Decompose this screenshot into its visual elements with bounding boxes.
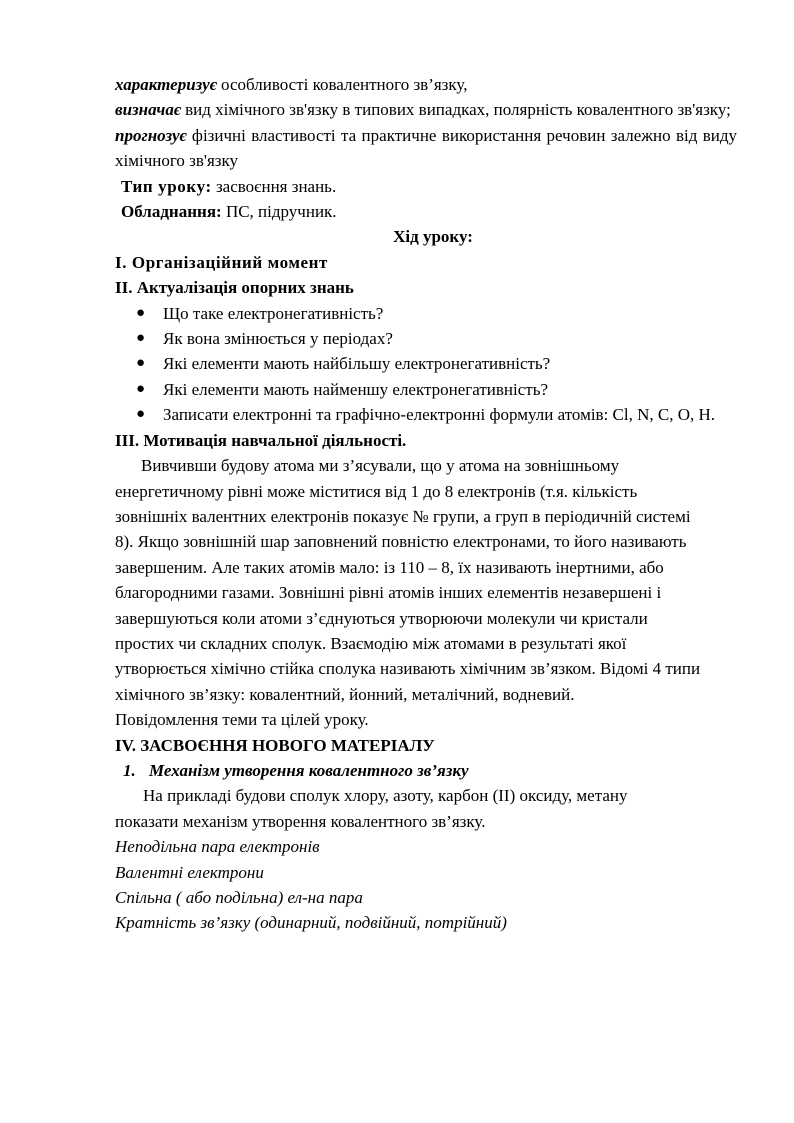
lesson-type-value: засвоєння знань. [211,176,337,196]
objective-1 [115,72,737,97]
objective-text: вид хімічного зв'язку в типових випадках, полярність ковалентного зв'язку; [180,100,731,120]
section-4-body: На прикладі будови сполук хлору, азоту, карбон (ІІ) оксиду, метану показати механізм утворення ковалентного зв’язку. [115,786,628,831]
subsection-title [115,758,737,783]
term-1: Неподільна пара електронів [115,837,320,857]
announcement: Повідомлення теми та цілей уроку. [115,710,369,730]
lesson-type-label: Тип уроку: [121,176,212,196]
bullet-icon: ● [136,304,146,321]
course-title: Хід уроку: [393,227,473,247]
lesson-type [115,174,737,199]
objective-text: фізичні властивості та практичне використання речовин залежно від виду хімічного зв'язку [115,125,737,171]
subsection-text: Механізм утворення ковалентного зв’язку [149,760,469,780]
lesson-page [115,72,737,936]
objective-keyword: визначає [115,100,181,120]
question-list [115,301,737,428]
bullet-icon: ● [136,406,146,423]
objective-text: особливості ковалентного зв’язку, [216,75,468,94]
term-2: Валентні електрони [115,862,264,882]
term-4: Кратність зв’язку (одинарний, подвійний, потрійний) [115,913,507,933]
term-3: Спільна ( або подільна) ел-на пара [115,888,363,907]
section-3-body: Вивчивши будову атома ми з’ясували, що у атома на зовнішньому енергетичному рівні може міститися від 1 до 8 електронів (т.я. кількість зовнішніх валентних електронів показує № групи, а груп в періодичній системі 8). Якщо зовнішній шар заповнений повністю електронами, то його називають завершеним. Але таких атомів мало: із 110 – 8, їх називають інертними, або благородними газами. Зовнішні рівні атомів інших елементів незавершені і завершуються коли атоми з’єднуються утворюючи молекули чи кристали простих чи складних сполук. Взаємодію між атомами в результаті якої утворюється хімічно стійка сполука називають хімічним зв’язком. Відомі 4 типи хімічного зв’язку: ковалентний, йонний, металічний, водневий. [115,456,701,704]
objective-3 [115,123,737,174]
objective-keyword: характеризує [115,75,217,94]
objective-keyword: прогнозує [115,125,187,145]
subsection-number: 1. [123,760,136,780]
list-item: ● Які елементи мають найбільшу електронегативність? [163,351,737,376]
objective-2 [115,97,737,122]
section-1-title: I. Організаційний момент [115,252,329,272]
equipment [115,199,737,224]
section-3-title: III. Мотивація навчальної діяльності. [115,430,407,450]
list-item: ● Як вона змінюється у періодах? [163,326,737,351]
section-2-title: II. Актуалізація опорних знань [115,278,354,298]
list-item: ● Які елементи мають найменшу електронегативність? [163,377,737,402]
bullet-icon: ● [136,380,146,397]
section-4-title: IV. ЗАСВОЄННЯ НОВОГО МАТЕРІАЛУ [115,735,435,755]
bullet-icon: ● [136,330,146,347]
list-item: ● Що таке електронегативність? [163,301,737,326]
equipment-value: ПС, підручник. [221,202,337,222]
bullet-icon: ● [136,355,146,372]
equipment-label: Обладнання: [121,202,222,222]
list-item: ● Записати електронні та графічно-електронні формули атомів: Cl, N, C, O, H. [163,402,737,427]
